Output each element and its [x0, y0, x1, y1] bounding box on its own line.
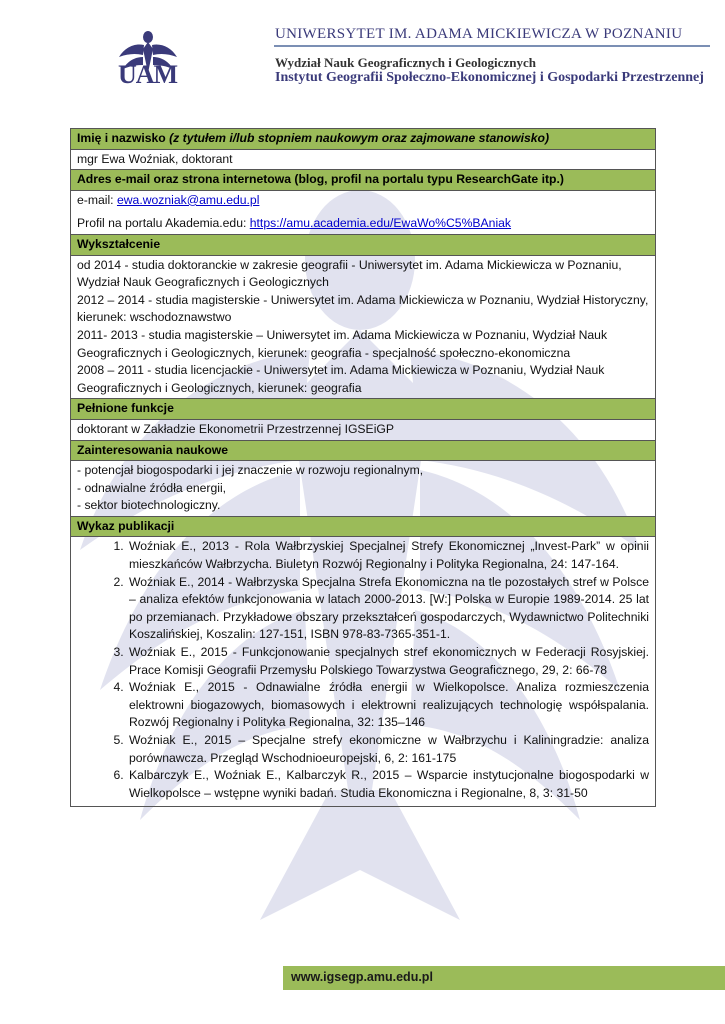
interest-item: - odnawialne źródła energii,	[77, 480, 227, 495]
faculty-name: Wydział Nauk Geograficznych i Geologicznych	[275, 55, 536, 70]
education-item: 2008 – 2011 - studia licencjackie - Uniwersytet im. Adama Mickiewicza w Poznaniu, Wydział Nauk Geograficznych i Geologicznych, kierunek: geografia	[77, 363, 605, 395]
email-label: e-mail:	[77, 192, 117, 207]
education-section-header: Wykształcenie	[71, 234, 656, 255]
institute-name: Instytut Geografii Społeczno-Ekonomicznej i Gospodarki Przestrzennej	[275, 70, 704, 85]
publication-item: 4. Woźniak E., 2015 - Odnawialne źródła energii w Wielkopolsce. Analiza rozmieszczenia elektrowni biogazowych, biomasowych i elektrowni realizujących technologię współspalania. Rozwój Regionalny i Polityka Regionalna, 32: 135–146	[127, 679, 649, 732]
university-name: UNIWERSYTET IM. ADAMA MICKIEWICZA W POZNANIU	[275, 26, 683, 42]
cv-table	[70, 128, 656, 807]
contact-cell	[71, 190, 656, 234]
publication-item: 2. Woźniak E., 2014 - Wałbrzyska Specjalna Strefa Ekonomiczna na tle pozostałych stref w Polsce – analiza efektów funkcjonowania w latach 2000-2013. [W:] Polska w Europie 1989-2014. 25 lat po przemianach. Przykładowe obszary przekształceń gospodarczych, Wydawnictwo Politechniki Koszalińskiej, Koszalin: 127-151, ISBN 978-83-7365-351-1.	[127, 574, 649, 644]
education-item: 2012 – 2014 - studia magisterskie - Uniwersytet im. Adama Mickiewicza w Poznaniu, Wydział Historyczny, kierunek: wschodoznawstwo	[77, 292, 649, 325]
functions-value: doktorant w Zakładzie Ekonometrii Przestrzennej IGSEiGP	[71, 419, 656, 440]
footer-url[interactable]: www.igsegp.amu.edu.pl	[291, 970, 433, 984]
uam-logo-text: UAM	[118, 60, 178, 89]
interests-cell	[71, 461, 656, 517]
publications-cell	[71, 537, 656, 807]
header-divider	[274, 45, 710, 47]
profile-label: Profil na portalu Akademia.edu:	[77, 216, 250, 231]
publication-item: 3. Woźniak E., 2015 - Funkcjonowanie specjalnych stref ekonomicznych w Federacji Rosyjskiej. Prace Komisji Geografii Przemysłu Polskiego Towarzystwa Geograficznego, 29, 2: 66-78	[127, 644, 649, 679]
interest-item: - potencjał biogospodarki i jej znaczenie w rozwoju regionalnym,	[77, 463, 424, 478]
publication-item: 1. Woźniak E., 2013 - Rola Wałbrzyskiej Specjalnej Strefy Ekonomicznej „Invest-Park” w opinii mieszkańców Wałbrzycha. Biuletyn Rozwój Regionalny i Polityka Regionalna, 24: 147-164.	[127, 538, 649, 573]
publications-section-header: Wykaz publikacji	[71, 516, 656, 537]
publication-item: 5. Woźniak E., 2015 – Specjalne strefy ekonomiczne w Wałbrzychu i Kaliningradzie: analiza porównawcza. Przegląd Wschodnioeuropejski, 6, 2: 161-175	[127, 732, 649, 767]
education-cell	[71, 255, 656, 399]
publications-list	[77, 538, 649, 802]
education-item: 2011- 2013 - studia magisterskie – Uniwersytet im. Adama Mickiewicza w Poznaniu, Wydział Nauk Geograficznych i Geologicznych, kierunek: geografia - specjalność społeczno-ekonomiczna	[77, 327, 608, 360]
functions-section-header: Pełnione funkcje	[71, 399, 656, 420]
name-header-italic: (z tytułem i/lub stopniem naukowym oraz zajmowane stanowisko)	[169, 131, 550, 145]
publication-item: 6. Kalbarczyk E., Woźniak E., Kalbarczyk R., 2015 – Wsparcie instytucjonalne biogospodarki w Wielkopolsce – wstępne wyniki badań. Studia Ekonomiczna i Regionalne, 8, 3: 31-50	[127, 767, 649, 802]
name-header-bold: Imię i nazwisko	[77, 131, 166, 145]
contact-section-header: Adres e-mail oraz strona internetowa (blog, profil na portalu typu ResearchGate itp.)	[71, 170, 656, 191]
email-link[interactable]: ewa.wozniak@amu.edu.pl	[116, 192, 260, 207]
interests-section-header: Zainteresowania naukowe	[71, 440, 656, 461]
name-value: mgr Ewa Woźniak, doktorant	[71, 149, 656, 170]
name-section-header	[71, 129, 656, 150]
interest-item: - sektor biotechnologiczny.	[77, 498, 221, 513]
profile-link[interactable]: https://amu.academia.edu/EwaWo%C5%BAniak	[249, 216, 512, 231]
footer-bar	[283, 966, 725, 990]
education-item: od 2014 - studia doktoranckie w zakresie geografii - Uniwersytet im. Adama Mickiewicza w Poznaniu, Wydział Nauk Geograficznych i Geologicznych	[77, 257, 622, 290]
